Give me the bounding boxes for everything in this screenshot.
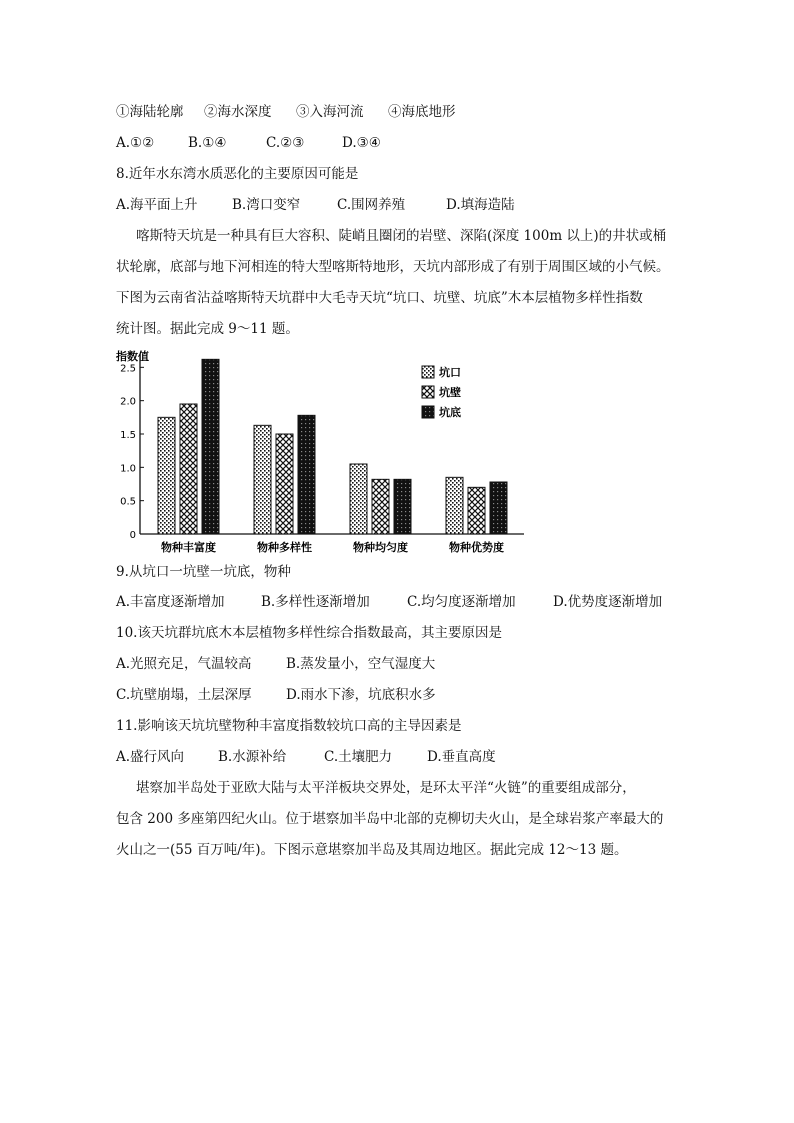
- q7-item-1: ①海陆轮廓: [116, 104, 184, 120]
- q8-choice-c[interactable]: C.围网养殖: [337, 197, 406, 213]
- bar-坑底-物种多样性: [298, 415, 315, 534]
- q11-choice-d[interactable]: D.垂直高度: [427, 749, 496, 765]
- biodiversity-bar-chart: [112, 346, 532, 556]
- q8-choices: [116, 195, 515, 215]
- bar-坑壁-物种优势度: [468, 487, 485, 534]
- q7-choice-c[interactable]: C.②③: [266, 135, 305, 151]
- q9-choice-d[interactable]: D.优势度逐渐增加: [553, 594, 663, 610]
- passage2-line-1: 堪察加半岛处于亚欧大陆与太平洋板块交界处，是环太平洋“火链”的重要组成部分，: [136, 780, 636, 796]
- bar-坑口-物种多样性: [254, 425, 271, 534]
- y-tick-label: 0.5: [120, 496, 136, 508]
- q9-choices: [116, 592, 662, 612]
- y-tick-label: 2.0: [120, 396, 136, 408]
- q11-choice-b[interactable]: B.水源补给: [218, 749, 287, 765]
- q9-stem: 9.从坑口一坑壁一坑底，物种: [116, 564, 291, 580]
- bar-坑壁-物种多样性: [276, 434, 293, 534]
- q7-item-3: ③入海河流: [296, 104, 364, 120]
- bar-坑口-物种优势度: [446, 477, 463, 534]
- q9-choice-a[interactable]: A.丰富度逐渐增加: [116, 594, 225, 610]
- legend-label: 坑口: [439, 366, 461, 379]
- q8-choice-d[interactable]: D.填海造陆: [446, 197, 515, 213]
- y-axis-label: 指数值: [116, 350, 149, 363]
- passage1-line-2: 状轮廓，底部与地下河相连的特大型喀斯特地形，天坑内部形成了有别于周围区域的小气候。: [116, 259, 670, 275]
- legend-label: 坑底: [439, 406, 461, 419]
- q7-option-labels: [116, 102, 456, 122]
- bar-坑口-物种丰富度: [158, 417, 175, 534]
- bar-坑底-物种优势度: [490, 482, 507, 534]
- y-tick-label: 1.0: [120, 463, 136, 475]
- x-category-label: 物种优势度: [449, 541, 504, 554]
- passage2-line-2: 包含 200 多座第四纪火山。位于堪察加半岛中北部的克柳切夫火山，是全球岩浆产率最大的: [116, 811, 664, 827]
- bar-坑口-物种均匀度: [350, 464, 367, 534]
- q7-item-2: ②海水深度: [204, 104, 272, 120]
- q10-choices-row2: [116, 685, 436, 705]
- q11-choices: [116, 747, 496, 767]
- bar-坑底-物种丰富度: [202, 359, 219, 534]
- legend-swatch-坑口: [422, 366, 434, 378]
- q10-choice-b[interactable]: B.蒸发量小，空气湿度大: [286, 656, 436, 672]
- q11-choice-a[interactable]: A.盛行风向: [116, 749, 185, 765]
- x-category-label: 物种丰富度: [161, 541, 216, 554]
- q11-choice-c[interactable]: C.土壤肥力: [324, 749, 393, 765]
- q7-choices: [116, 133, 381, 153]
- q10-choices-row1: [116, 654, 435, 674]
- q10-stem: 10.该天坑群坑底木本层植物多样性综合指数最高，其主要原因是: [116, 625, 502, 641]
- passage1-line-3: 下图为云南省沾益喀斯特天坑群中大毛寺天坑“坑口、坑壁、坑底”木本层植物多样性指数: [116, 290, 643, 306]
- q8-choice-b[interactable]: B.湾口变窄: [232, 197, 301, 213]
- passage1-line-4: 统计图。据此完成 9～11 题。: [116, 321, 299, 337]
- x-category-label: 物种多样性: [257, 541, 312, 554]
- y-tick-label: 2.5: [120, 363, 136, 375]
- q7-choice-b[interactable]: B.①④: [188, 135, 227, 151]
- bar-坑壁-物种丰富度: [180, 404, 197, 534]
- x-category-label: 物种均匀度: [353, 541, 408, 554]
- bar-坑壁-物种均匀度: [372, 479, 389, 534]
- bar-坑底-物种均匀度: [394, 479, 411, 534]
- y-tick-label: 0: [129, 530, 136, 541]
- legend-swatch-坑壁: [422, 386, 434, 398]
- q7-choice-a[interactable]: A.①②: [116, 135, 155, 151]
- q9-choice-b[interactable]: B.多样性逐渐增加: [261, 594, 370, 610]
- q8-choice-a[interactable]: A.海平面上升: [116, 197, 198, 213]
- q7-choice-d[interactable]: D.③④: [342, 135, 381, 151]
- passage1-line-1: 喀斯特天坑是一种具有巨大容积、陡峭且圈闭的岩壁、深陷(深度 100m 以上)的井状或桶: [136, 228, 667, 244]
- q10-choice-c[interactable]: C.坑壁崩塌，土层深厚: [116, 687, 252, 703]
- q9-choice-c[interactable]: C.均匀度逐渐增加: [407, 594, 516, 610]
- legend-label: 坑壁: [439, 386, 461, 399]
- legend-swatch-坑底: [422, 406, 434, 418]
- q10-choice-d[interactable]: D.雨水下渗，坑底积水多: [286, 687, 436, 703]
- q10-choice-a[interactable]: A.光照充足，气温较高: [116, 656, 252, 672]
- q8-stem: 8.近年水东湾水质恶化的主要原因可能是: [116, 166, 359, 182]
- q11-stem: 11.影响该天坑坑壁物种丰富度指数较坑口高的主导因素是: [116, 718, 462, 734]
- passage2-line-3: 火山之一(55 百万吨/年)。下图示意堪察加半岛及其周边地区。据此完成 12～13 题。: [116, 842, 628, 858]
- q7-item-4: ④海底地形: [388, 104, 456, 120]
- y-tick-label: 1.5: [120, 430, 136, 441]
